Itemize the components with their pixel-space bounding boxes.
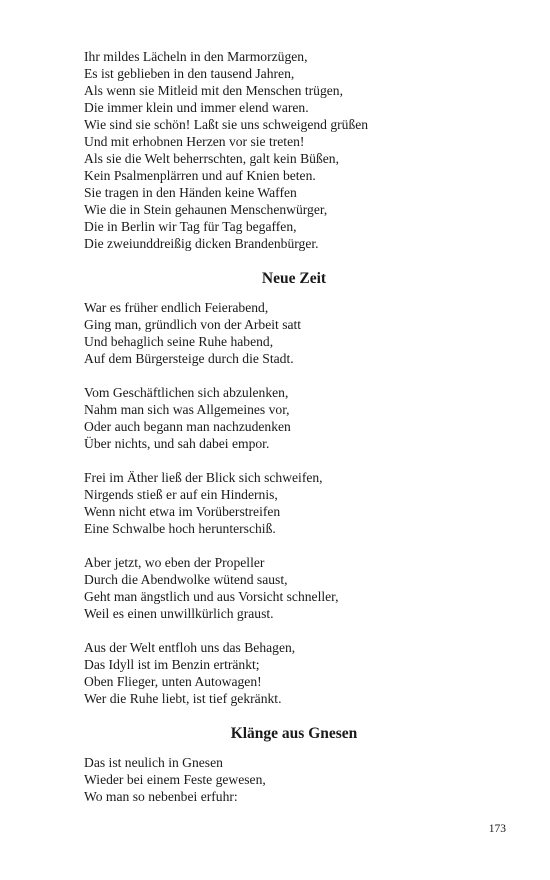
- poem-line: Das Idyll ist im Benzin ertränkt;: [84, 657, 260, 672]
- poem-2-stanza-4: [84, 554, 504, 622]
- poem-2-stanza-2: [84, 384, 504, 452]
- poem-line: Als sie die Welt beherrschten, galt kein Büßen,: [84, 151, 339, 166]
- poem-line: Durch die Abendwolke wütend saust,: [84, 572, 288, 587]
- poem-line: Ihr mildes Lächeln in den Marmorzügen,: [84, 49, 308, 64]
- poem-line: Die zweiunddreißig dicken Brandenbürger.: [84, 236, 319, 251]
- poem-line: Wer die Ruhe liebt, ist tief gekränkt.: [84, 691, 282, 706]
- poem-line: Die in Berlin wir Tag für Tag begaffen,: [84, 219, 297, 234]
- poem-line: Wenn nicht etwa im Vorüberstreifen: [84, 504, 281, 519]
- poem-line: Wieder bei einem Feste gewesen,: [84, 772, 266, 787]
- poem-line: Nahm man sich was Allgemeines vor,: [84, 402, 290, 417]
- page-content: [84, 48, 504, 805]
- stanza-gap: [84, 452, 504, 469]
- poem-line: Es ist geblieben in den tausend Jahren,: [84, 66, 295, 81]
- poem-line: Als wenn sie Mitleid mit den Menschen trügen,: [84, 83, 343, 98]
- poem-2-stanza-3: [84, 469, 504, 537]
- poem-line: Kein Psalmenplärren und auf Knien beten.: [84, 168, 316, 183]
- poem-line: Sie tragen in den Händen keine Waffen: [84, 185, 297, 200]
- poem-line: Die immer klein und immer elend waren.: [84, 100, 309, 115]
- poem-title-klaenge-aus-gnesen: Klänge aus Gnesen: [230, 725, 358, 742]
- stanza-gap: [84, 537, 504, 554]
- poem-line: Frei im Äther ließ der Blick sich schweifen,: [84, 470, 323, 485]
- stanza-gap: [84, 622, 504, 639]
- poem-line: Und behaglich seine Ruhe habend,: [84, 334, 274, 349]
- poem-line: Das ist neulich in Gnesen: [84, 755, 223, 770]
- poem-line: Vom Geschäftlichen sich abzulenken,: [84, 385, 289, 400]
- poem-line: Ging man, gründlich von der Arbeit satt: [84, 317, 302, 332]
- poem-3-stanza-1: [84, 754, 504, 805]
- poem-line: Eine Schwalbe hoch herunterschiß.: [84, 521, 276, 536]
- poem-line: Weil es einen unwillkürlich graust.: [84, 606, 274, 621]
- poem-line: Und mit erhobnen Herzen vor sie treten!: [84, 134, 305, 149]
- poem-line: Geht man ängstlich und aus Vorsicht schneller,: [84, 589, 339, 604]
- poem-title-neue-zeit: Neue Zeit: [261, 270, 327, 287]
- stanza-gap: [84, 367, 504, 384]
- page-number: 173: [488, 823, 506, 835]
- poem-2-stanza-1: [84, 299, 504, 367]
- poem-line: Oben Flieger, unten Autowagen!: [84, 674, 262, 689]
- poem-line: Auf dem Bürgersteige durch die Stadt.: [84, 351, 294, 366]
- poem-line: Wo man so nebenbei erfuhr:: [84, 789, 238, 804]
- poem-line: Aus der Welt entfloh uns das Behagen,: [84, 640, 296, 655]
- poem-2-stanza-5: [84, 639, 504, 707]
- poem-line: Nirgends stieß er auf ein Hindernis,: [84, 487, 278, 502]
- poem-1-stanza: [84, 48, 504, 252]
- poem-line: Aber jetzt, wo eben der Propeller: [84, 555, 265, 570]
- poem-line: Über nichts, und sah dabei empor.: [84, 436, 270, 451]
- poem-line: Oder auch begann man nachzudenken: [84, 419, 291, 434]
- poem-line: Wie die in Stein gehaunen Menschenwürger,: [84, 202, 328, 217]
- poem-line: Wie sind sie schön! Laßt sie uns schweigend grüßen: [84, 117, 369, 132]
- poem-line: War es früher endlich Feierabend,: [84, 300, 269, 315]
